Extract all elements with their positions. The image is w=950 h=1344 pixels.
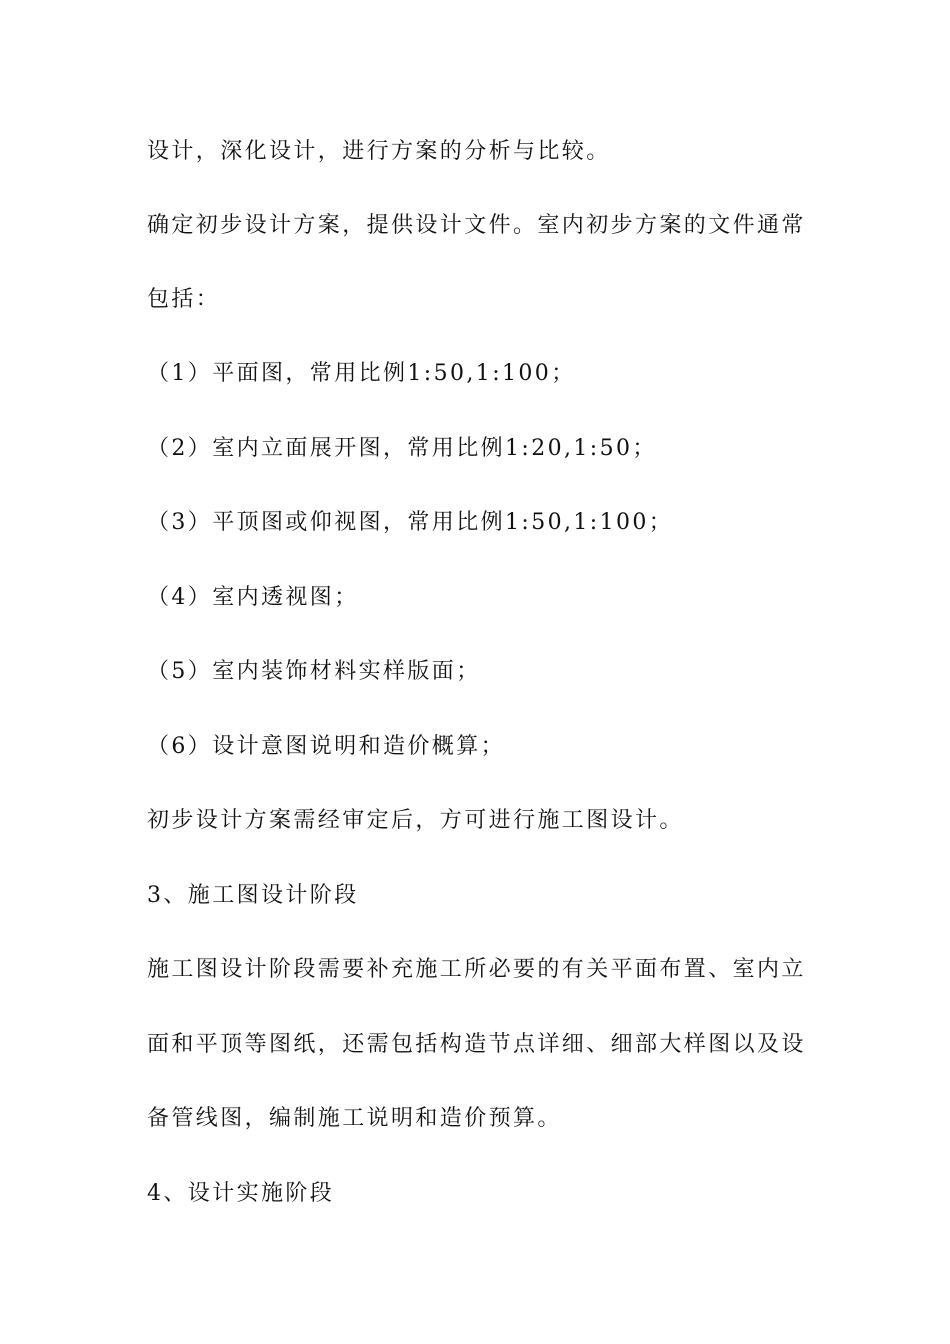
paragraph-line: 包括： <box>147 287 221 312</box>
list-item: （5）室内装饰材料实样版面； <box>147 659 481 684</box>
paragraph-line: 确定初步设计方案，提供设计文件。室内初步方案的文件通常 <box>147 213 806 238</box>
list-item: （1）平面图，常用比例1:50,1:100； <box>147 361 576 386</box>
paragraph-line: 施工图设计阶段需要补充施工所必要的有关平面布置、室内立 <box>147 957 806 982</box>
paragraph-line: 设计，深化设计，进行方案的分析与比较。 <box>147 139 611 164</box>
list-item: （2）室内立面展开图，常用比例1:20,1:50； <box>147 436 657 461</box>
list-item: （3）平顶图或仰视图，常用比例1:50,1:100； <box>147 510 674 535</box>
paragraph-line: 备管线图，编制施工说明和造价预算。 <box>147 1106 562 1131</box>
paragraph-line: 面和平顶等图纸，还需包括构造节点详细、细部大样图以及设 <box>147 1032 806 1057</box>
list-item: （4）室内透视图； <box>147 585 359 610</box>
section-heading: 4、设计实施阶段 <box>147 1181 335 1206</box>
list-item: （6）设计意图说明和造价概算； <box>147 734 505 759</box>
paragraph-line: 初步设计方案需经审定后，方可进行施工图设计。 <box>147 808 684 833</box>
section-heading: 3、施工图设计阶段 <box>147 883 359 908</box>
